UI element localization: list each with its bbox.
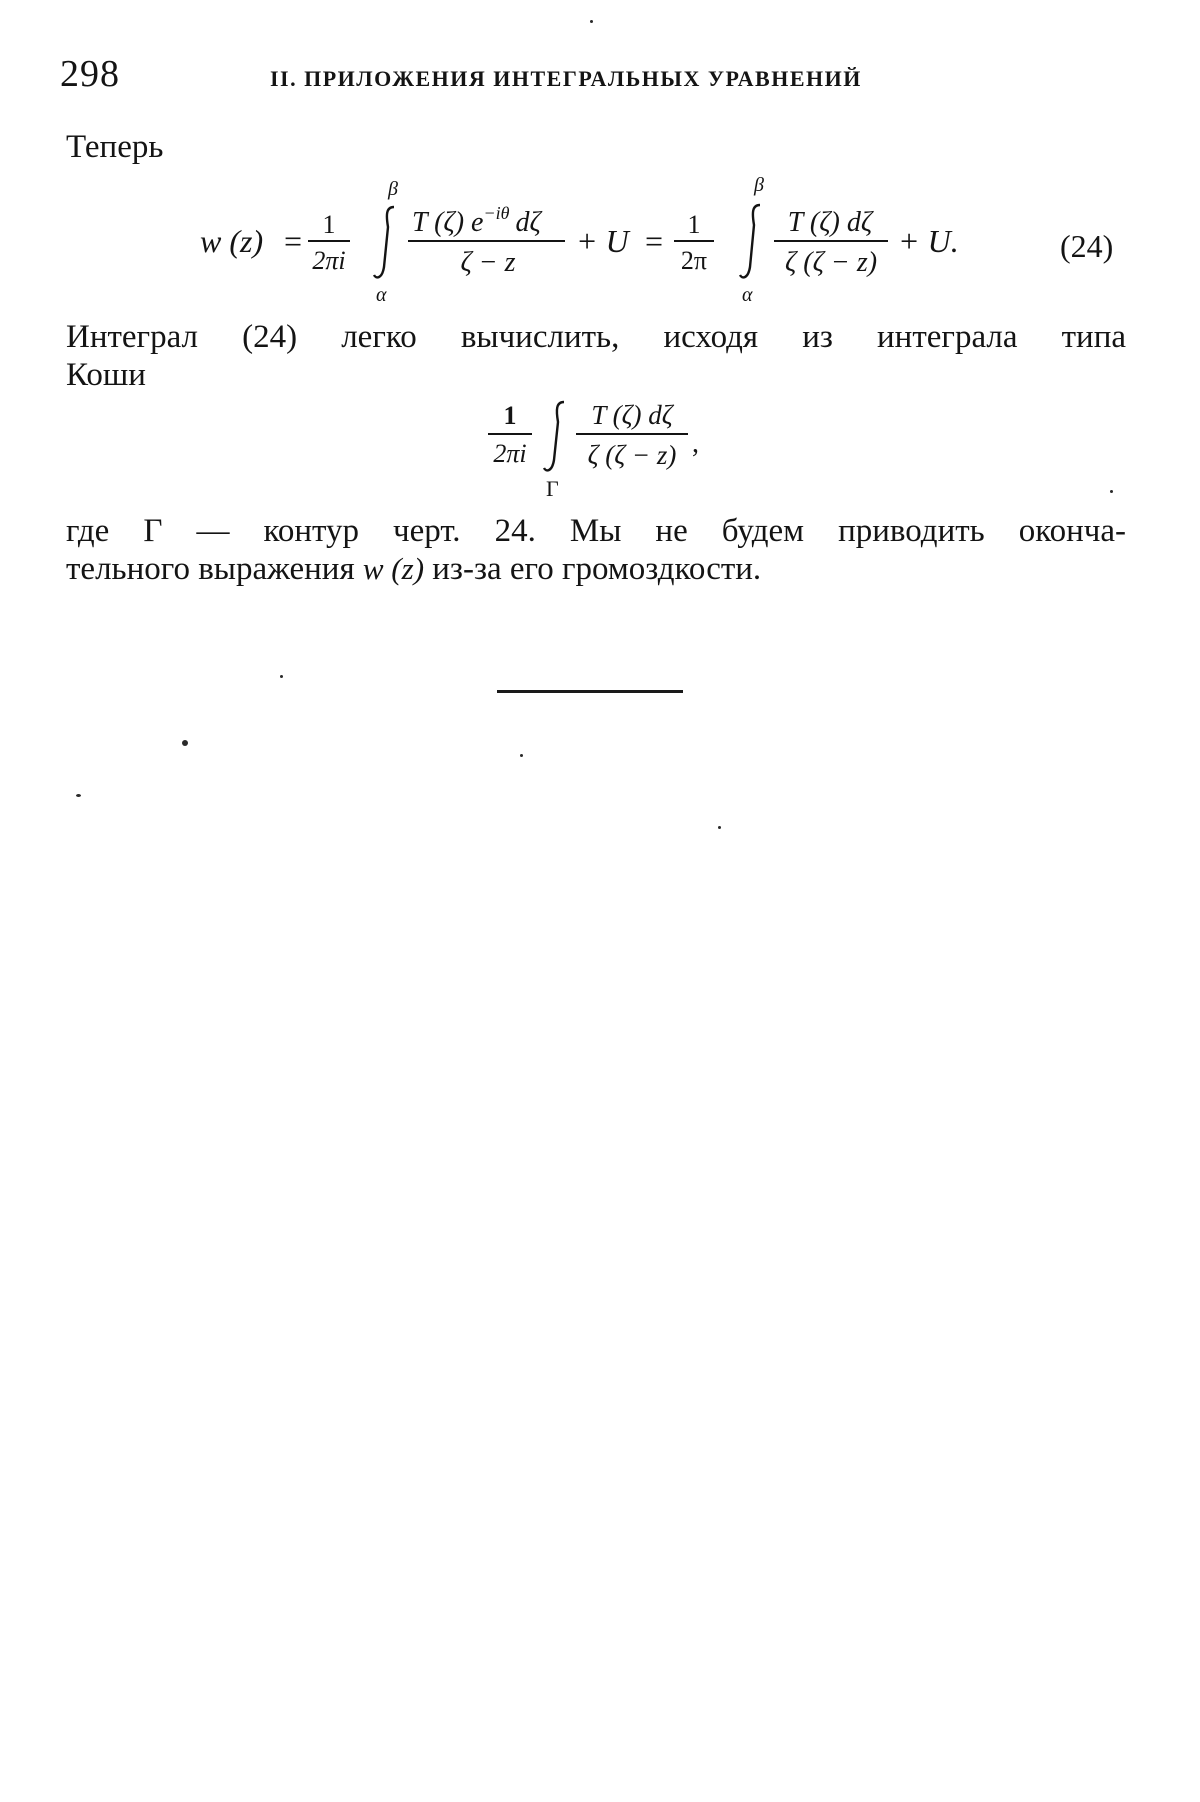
- equation-number: (24): [1060, 228, 1114, 264]
- scan-speck: [590, 20, 593, 23]
- cauchy-fraction-2-denominator: ζ (ζ − z): [587, 440, 677, 470]
- scan-speck: [280, 675, 283, 678]
- integral-2-lower-limit: α: [742, 284, 753, 305]
- integral-2-upper-limit: β: [754, 175, 764, 196]
- integral-2-sign: [740, 205, 760, 277]
- fraction-1-numerator: 1: [322, 210, 336, 239]
- end-rule: [497, 690, 683, 693]
- integral-1-lower-limit: α: [376, 284, 387, 305]
- paragraph-2-line-2-end: из-за его громоздкости.: [432, 551, 762, 587]
- cauchy-fraction-1-numerator: 1: [503, 401, 517, 430]
- cauchy-integral: [480, 392, 740, 502]
- cauchy-trailing-comma: ,: [692, 428, 699, 459]
- equals-sign: =: [284, 223, 303, 259]
- paragraph-2-line-2-start: тельного выражения: [66, 551, 355, 587]
- fraction-3-numerator: 1: [687, 210, 701, 239]
- paragraph-2-line-1: где Γ — контур черт. 24. Мы не будем приводить оконча-: [66, 513, 1126, 549]
- scan-speck: [182, 740, 188, 746]
- page-number: 298: [60, 53, 120, 95]
- paragraph-1-line-1: Интеграл (24) легко вычислить, исходя из интеграла типа: [66, 319, 1126, 355]
- inline-math-wz: w (z): [362, 551, 425, 586]
- paragraph-2-line-2: [66, 550, 761, 588]
- intro-word: Теперь: [66, 129, 164, 165]
- fraction-4-denominator: ζ (ζ − z): [784, 247, 878, 278]
- cauchy-integral-contour-label: Γ: [546, 476, 559, 501]
- paragraph-1-line-2: Коши: [66, 357, 146, 393]
- fraction-4-numerator: T (ζ) dζ: [787, 207, 873, 238]
- running-head: II. ПРИЛОЖЕНИЯ ИНТЕГРАЛЬНЫХ УРАВНЕНИЙ: [270, 66, 862, 91]
- equals-sign-2: =: [645, 223, 664, 259]
- fraction-2-numerator: T (ζ) $e^{-i\theta}$ dζ: [412, 203, 541, 238]
- scan-speck: [520, 754, 523, 757]
- fraction-2-denominator: ζ − z: [460, 247, 516, 278]
- page-header: [60, 52, 1130, 102]
- plus-u: + U: [576, 223, 629, 259]
- fraction-3-denominator: 2π: [680, 246, 708, 275]
- cauchy-integral-sign: [544, 402, 564, 470]
- equation-tail: + U.: [898, 223, 959, 259]
- scan-speck: [76, 794, 81, 797]
- cauchy-fraction-1-denominator: 2πi: [493, 439, 527, 468]
- scan-speck: [718, 826, 721, 829]
- scan-speck: [1110, 490, 1113, 493]
- integral-1-upper-limit: β: [388, 178, 398, 200]
- fraction-1-denominator: 2πi: [312, 246, 346, 275]
- equation-24: [190, 175, 1010, 305]
- equation-lhs: w (z): [200, 223, 264, 259]
- integral-1-sign: [374, 207, 394, 277]
- cauchy-fraction-2-numerator: T (ζ) dζ: [591, 400, 673, 430]
